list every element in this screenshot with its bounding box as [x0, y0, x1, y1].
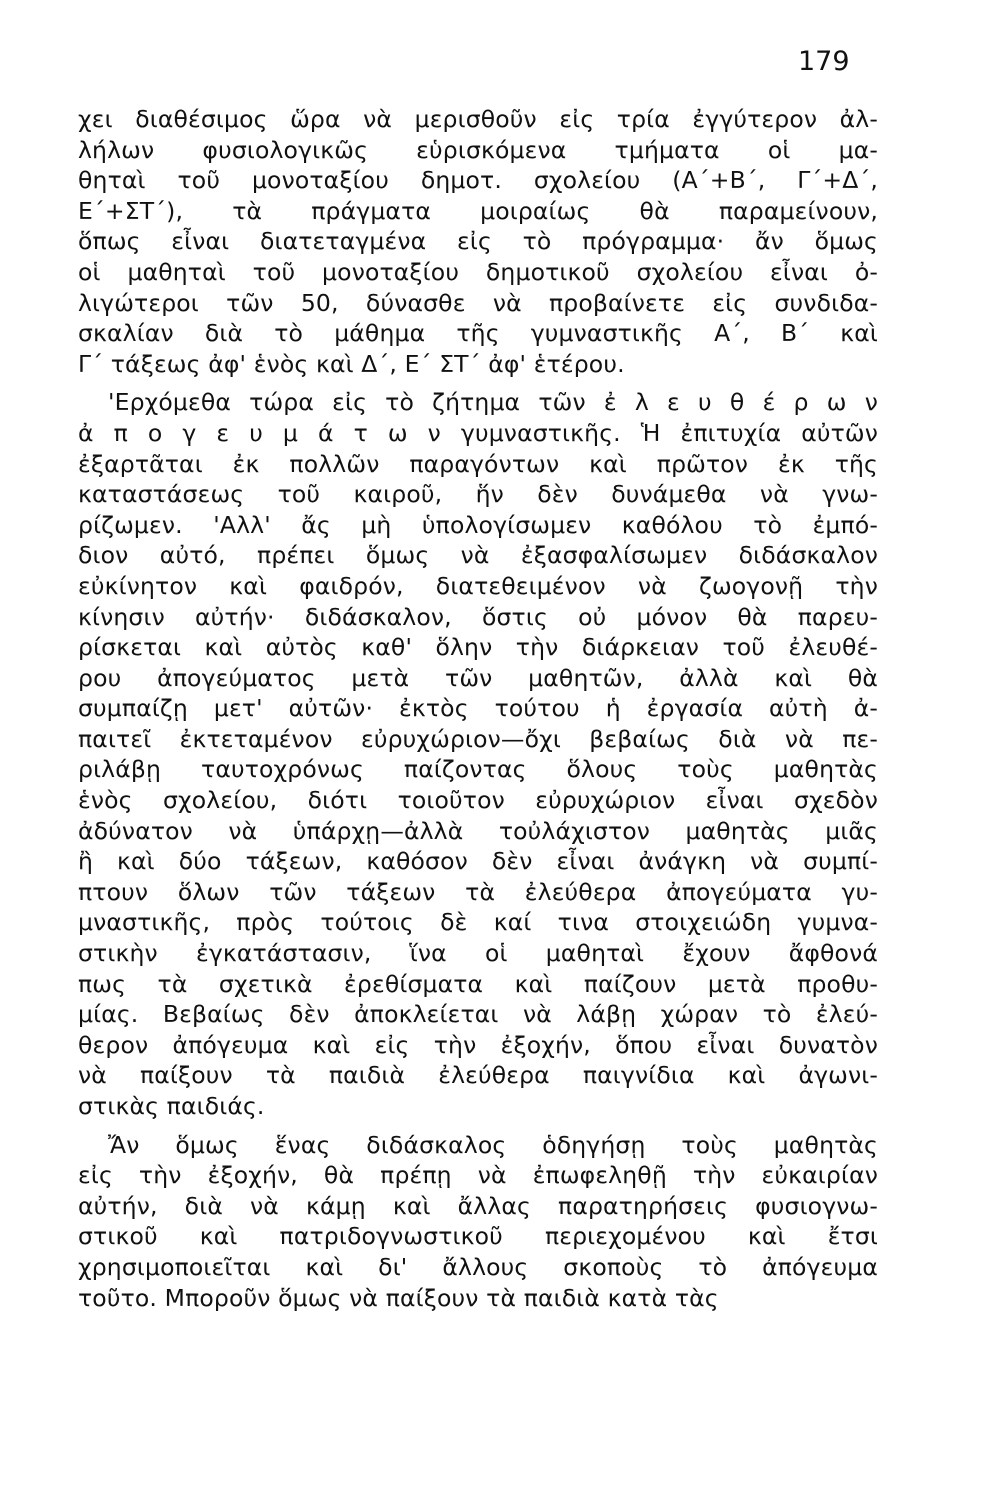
paragraph-gap	[78, 1122, 878, 1130]
text-line: λήλων φυσιολογικῶς εὑρισκόμενα τμήματα οἱ μα-	[78, 135, 878, 164]
text-line: κίνησιν αὐτήν· διδάσκαλον, ὅστις οὐ μόνον θὰ παρευ-	[78, 602, 878, 631]
text-line: ὅπως εἶναι διατεταγμένα εἰς τὸ πρόγραμμα· ἄν ὅμως	[78, 227, 878, 256]
text-line: στικοῦ καὶ πατριδογνωστικοῦ περιεχομένου καὶ ἔτσι	[78, 1222, 878, 1251]
text-line: τοῦτο. Μποροῦν ὅμως νὰ παίξουν τὰ παιδιὰ κατὰ τὰς	[78, 1283, 719, 1312]
text-line: εἰς τὴν ἐξοχήν, θὰ πρέπῃ νὰ ἐπωφεληθῇ τὴν εὐκαιρίαν	[78, 1161, 878, 1190]
text-line: συμπαίζῃ μετ' αὐτῶν· ἐκτὸς τούτου ἡ ἐργασία αὐτὴ ἀ-	[78, 694, 878, 723]
text-line: θερον ἀπόγευμα καὶ εἰς τὴν ἐξοχήν, ὅπου εἶναι δυνατὸν	[78, 1030, 878, 1059]
text-line: 'Ερχόμεθα τώρα εἰς τὸ ζήτημα τῶν ἐ λ ε υ θ έ ρ ω ν	[108, 388, 878, 417]
paragraph-gap	[78, 379, 878, 387]
text-line: Ἄν ὅμως ἕνας διδάσκαλος ὁδηγήσῃ τοὺς μαθητὰς	[108, 1130, 878, 1159]
text-line: Ε΄+ΣΤ΄), τὰ πράγματα μοιραίως θὰ παραμείνουν,	[78, 196, 878, 225]
text-line: ρίζωμεν. 'Αλλ' ἄς μὴ ὑπολογίσωμεν καθόλου τὸ ἐμπό-	[78, 510, 878, 539]
text-line: οἱ μαθηταὶ τοῦ μονοταξίου δημοτικοῦ σχολείου εἶναι ὀ-	[78, 257, 878, 286]
text-line: ἐξαρτᾶται ἐκ πολλῶν παραγόντων καὶ πρῶτον ἐκ τῆς	[78, 449, 878, 478]
text-line: εὐκίνητον καὶ φαιδρόν, διατεθειμένον νὰ ζωογονῇ τὴν	[78, 571, 878, 600]
text-line: ἀ π ο γ ε υ μ ά τ ω ν γυμναστικῆς. Ἡ ἐπιτυχία αὐτῶν	[78, 418, 878, 447]
text-line: στικὴν ἐγκατάστασιν, ἵνα οἱ μαθηταὶ ἔχουν ἄφθονά	[78, 939, 878, 968]
text-line: ἢ καὶ δύο τάξεων, καθόσον δὲν εἶναι ἀνάγκη νὰ συμπί-	[78, 847, 878, 876]
text-line: πως τὰ σχετικὰ ἐρεθίσματα καὶ παίζουν μετὰ προθυ-	[78, 969, 878, 998]
text-line: παιτεῖ ἐκτεταμένον εὐρυχώριον—ὄχι βεβαίως διὰ νὰ πε-	[78, 724, 878, 753]
text-line: θηταὶ τοῦ μονοταξίου δημοτ. σχολείου (Α΄+Β΄, Γ΄+Δ΄,	[78, 166, 878, 195]
text-line: ρου ἀπογεύματος μετὰ τῶν μαθητῶν, ἀλλὰ καὶ θὰ	[78, 663, 878, 692]
text-line: ρίσκεται καὶ αὐτὸς καθ' ὅλην τὴν διάρκειαν τοῦ ἐλευθέ-	[78, 633, 878, 662]
text-line: αὐτήν, διὰ νὰ κάμῃ καὶ ἄλλας παρατηρήσεις φυσιογνω-	[78, 1191, 878, 1220]
body-text	[78, 104, 878, 1313]
text-line: στικὰς παιδιάς.	[78, 1092, 265, 1120]
text-line: χει διαθέσιμος ὥρα νὰ μερισθοῦν εἰς τρία ἐγγύτερον ἀλ-	[78, 105, 878, 133]
text-line: ριλάβῃ ταυτοχρόνως παίζοντας ὅλους τοὺς μαθητὰς	[78, 755, 878, 784]
text-line: διον αὐτό, πρέπει ὅμως νὰ ἐξασφαλίσωμεν διδάσκαλον	[78, 541, 878, 570]
text-line: ἀδύνατον νὰ ὑπάρχῃ—ἀλλὰ τοὐλάχιστον μαθητὰς μιᾶς	[78, 816, 878, 845]
paragraph-1	[78, 104, 878, 379]
text-line: λιγώτεροι τῶν 50, δύνασθε νὰ προβαίνετε εἰς συνδιδα-	[78, 288, 878, 317]
text-line: σκαλίαν διὰ τὸ μάθημα τῆς γυμναστικῆς Α΄, Β΄ καὶ	[78, 319, 878, 348]
text-line: ἑνὸς σχολείου, διότι τοιοῦτον εὐρυχώριον εἶναι σχεδὸν	[78, 786, 878, 815]
text-line: πτουν ὅλων τῶν τάξεων τὰ ἐλεύθερα ἀπογεύματα γυ-	[78, 877, 878, 906]
text-line: χρησιμοποιεῖται καὶ δι' ἄλλους σκοποὺς τὸ ἀπόγευμα	[78, 1252, 878, 1281]
text-line: μναστικῆς, πρὸς τούτοις δὲ καί τινα στοιχειώδη γυμνα-	[78, 908, 878, 937]
text-line: καταστάσεως τοῦ καιροῦ, ἥν δὲν δυνάμεθα νὰ γνω-	[78, 480, 878, 509]
paragraph-3	[78, 1130, 878, 1314]
page-number: 179	[798, 46, 850, 77]
text-line: Γ΄ τάξεως ἀφ' ἑνὸς καὶ Δ΄, Ε΄ ΣΤ΄ ἀφ' ἑτέρου.	[78, 349, 625, 378]
text-line: νὰ παίξουν τὰ παιδιὰ ἐλεύθερα παιγνίδια καὶ ἀγωνι-	[78, 1061, 878, 1090]
paragraph-2	[78, 387, 878, 1121]
text-line: μίας. Βεβαίως δὲν ἀποκλείεται νὰ λάβῃ χώραν τὸ ἐλεύ-	[78, 1000, 878, 1029]
